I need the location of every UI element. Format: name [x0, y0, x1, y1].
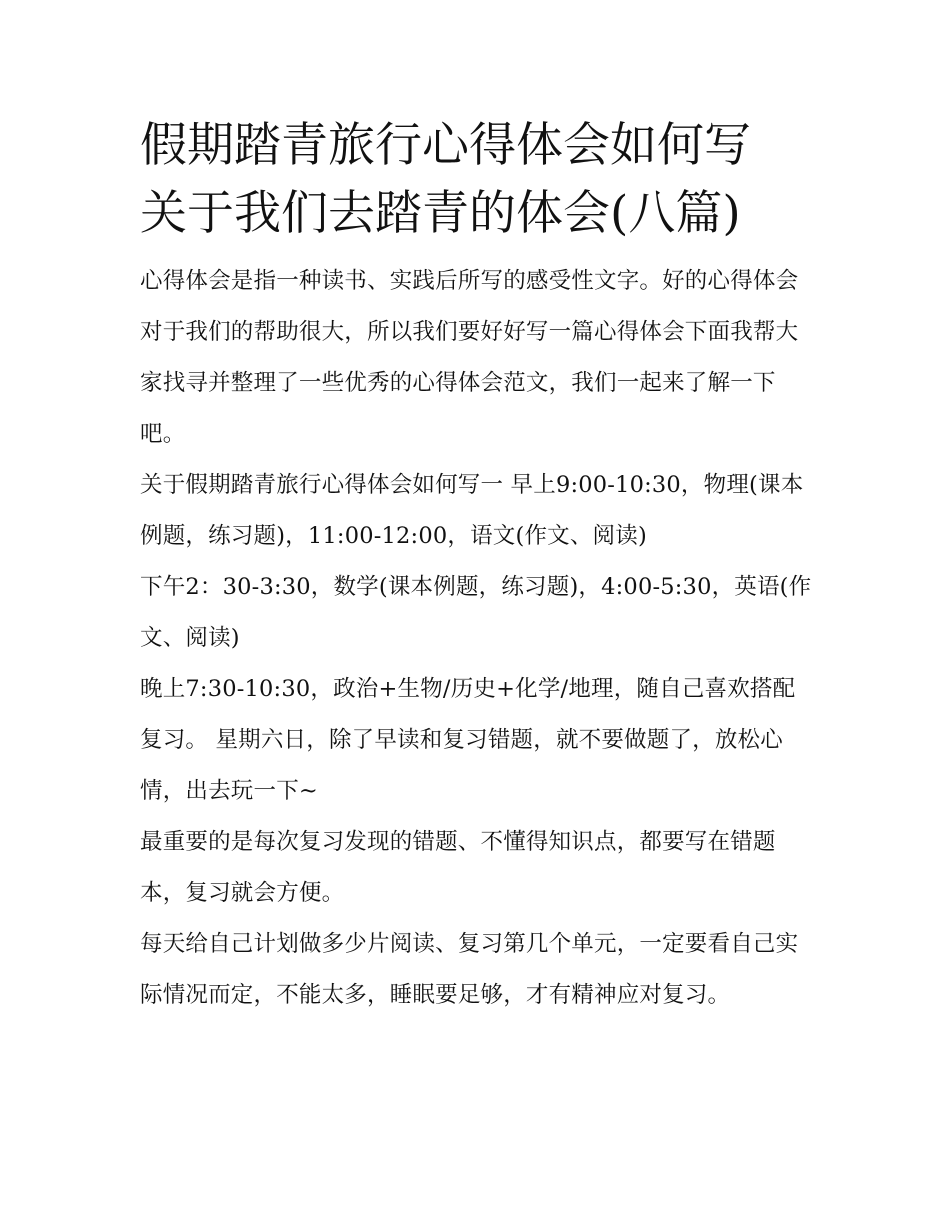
title-line-2: 关于我们去踏青的体会(八篇) — [140, 186, 741, 241]
paragraph-evening-schedule: 晚上7:30-10:30，政治+生物/历史+化学/地理，随自己喜欢搭配复习。 星期六日，除了早读和复习错题，就不要做题了，放松心情，出去玩一下~ — [140, 676, 796, 804]
paragraph-morning-schedule: 关于假期踏青旅行心得体会如何写一 早上9:00-10:30，物理(课本例题，练习题)，11:00-12:00，语文(作文、阅读) — [140, 472, 804, 549]
document-page — [140, 112, 816, 1021]
paragraph-daily-plan: 每天给自己计划做多少片阅读、复习第几个单元，一定要看自己实际情况而定，不能太多，睡眠要足够，才有精神应对复习。 — [140, 931, 799, 1008]
paragraph-intro: 心得体会是指一种读书、实践后所写的感受性文字。好的心得体会对于我们的帮助很大，所以我们要好好写一篇心得体会下面我帮大家找寻并整理了一些优秀的心得体会范文，我们一起来了解一下吧。 — [140, 268, 799, 447]
title-line-1: 假期踏青旅行心得体会如何写 — [140, 118, 751, 173]
document-title — [140, 112, 816, 248]
paragraph-afternoon-schedule: 下午2：30-3:30，数学(课本例题，练习题)，4:00-5:30，英语(作文、阅读) — [140, 574, 812, 651]
paragraph-error-notebook: 最重要的是每次复习发现的错题、不懂得知识点，都要写在错题本，复习就会方便。 — [140, 829, 776, 906]
